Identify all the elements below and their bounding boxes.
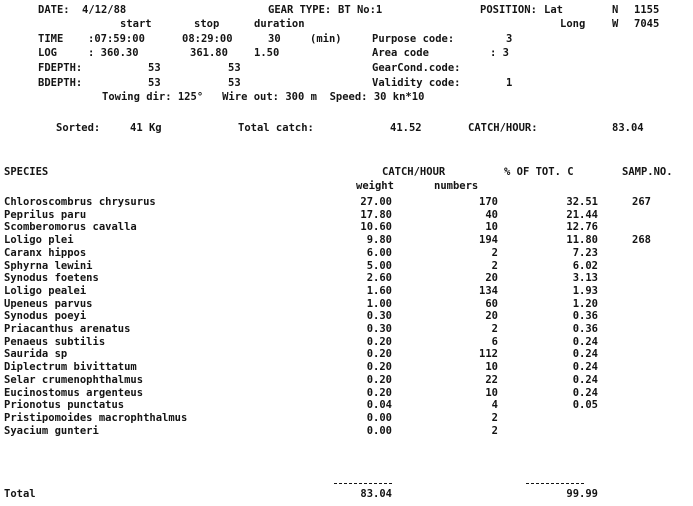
lat-label: Lat (544, 4, 563, 16)
species-name: Saurida sp (4, 348, 68, 361)
numbers-cell: 4 (491, 399, 498, 412)
catch-hour-label: CATCH/HOUR: (468, 122, 538, 134)
date-label: DATE: (38, 4, 70, 16)
species-name: Penaeus subtilis (4, 335, 106, 348)
start-label: start (120, 18, 152, 30)
weight-cell: 0.30 (366, 323, 392, 335)
weight-total-rule (334, 483, 392, 484)
species-header: SPECIES (4, 166, 49, 178)
numbers-cell: 194 (479, 234, 498, 247)
species-name: Peprilus paru (4, 208, 87, 221)
stop-label: stop (194, 18, 220, 30)
species-name: Caranx hippos (4, 246, 87, 259)
gear-type-label: GEAR TYPE: (268, 4, 332, 16)
pct-cell: 0.36 (572, 323, 598, 335)
bdepth-stop: 53 (228, 77, 241, 89)
long-hemisphere: W (612, 18, 619, 30)
species-name: Priacanthus arenatus (4, 323, 131, 335)
species-name: Diplectrum bivittatum (4, 361, 137, 374)
position-label: POSITION: (480, 4, 537, 16)
species-name: Selar crumenophthalmus (4, 373, 144, 386)
species-name: Sphyrna lewini (4, 259, 93, 272)
numbers-cell: 10 (485, 386, 498, 399)
sorted-value: 41 Kg (130, 122, 162, 134)
numbers-cell: 20 (485, 272, 498, 285)
log-duration: 1.50 (254, 47, 280, 59)
pct-cell: 0.24 (572, 348, 598, 361)
pct-cell: 0.36 (572, 310, 598, 323)
pct-cell: 6.02 (572, 259, 598, 272)
fdepth-stop: 53 (228, 62, 241, 74)
sorted-label: Sorted: (56, 122, 101, 134)
purpose-code-value: 3 (506, 33, 513, 45)
weight-cell: 2.60 (366, 272, 392, 285)
weight-cell: 0.30 (366, 310, 392, 323)
species-name: Loligo plei (4, 234, 74, 247)
pct-cell: 11.80 (566, 234, 598, 247)
weight-cell: 0.00 (366, 424, 392, 437)
towing-line: Towing dir: 125° Wire out: 300 m Speed: 30 kn*10 (102, 91, 425, 103)
numbers-cell: 2 (491, 246, 498, 259)
time-duration: 30 (268, 33, 281, 45)
validity-code-value: 1 (506, 77, 513, 89)
fdepth-start: 53 (148, 62, 161, 74)
date-value: 4/12/88 (82, 4, 127, 16)
species-name: Loligo pealei (4, 284, 87, 297)
catch-hour-header: CATCH/HOUR (382, 166, 446, 178)
weight-cell: 0.20 (366, 348, 392, 361)
weight-cell: 17.80 (360, 208, 392, 221)
numbers-cell: 2 (491, 424, 498, 437)
weight-cell: 27.00 (360, 196, 392, 208)
pct-cell: 0.24 (572, 335, 598, 348)
pct-cell: 3.13 (572, 272, 598, 285)
weight-cell: 0.20 (366, 361, 392, 374)
pct-cell: 0.05 (572, 399, 598, 412)
numbers-cell: 60 (485, 297, 498, 310)
time-unit: (min) (310, 33, 342, 45)
species-name: Synodus foetens (4, 272, 99, 285)
log-label: LOG (38, 47, 57, 59)
species-name: Prionotus punctatus (4, 399, 125, 412)
numbers-cell: 40 (485, 208, 498, 221)
weight-cell: 10.60 (360, 221, 392, 234)
species-name: Eucinostomus argenteus (4, 386, 144, 399)
bdepth-start: 53 (148, 77, 161, 89)
species-name: Upeneus parvus (4, 297, 93, 310)
fdepth-label: FDEPTH: (38, 62, 83, 74)
time-label: TIME (38, 33, 64, 45)
species-name: Syacium gunteri (4, 424, 99, 437)
pct-cell: 1.20 (572, 297, 598, 310)
log-start: : 360.30 (88, 47, 139, 59)
numbers-cell: 10 (485, 361, 498, 374)
species-name: Scomberomorus cavalla (4, 221, 137, 234)
catch-hour-value: 83.04 (612, 122, 644, 134)
numbers-cell: 2 (491, 259, 498, 272)
time-start: :07:59:00 (88, 33, 145, 45)
total-label: Total (4, 488, 36, 500)
weight-cell: 0.20 (366, 373, 392, 386)
gearcond-code-label: GearCond.code: (372, 62, 461, 74)
pct-cell: 32.51 (566, 196, 598, 208)
long-value: 7045 (634, 18, 660, 30)
pct-cell: 1.93 (572, 284, 598, 297)
total-pct: 99.99 (566, 488, 598, 500)
time-stop: 08:29:00 (182, 33, 233, 45)
numbers-cell: 6 (491, 335, 498, 348)
area-code-value: : 3 (490, 47, 509, 59)
pct-cell: 0.24 (572, 373, 598, 386)
pct-header: % OF TOT. C (504, 166, 574, 178)
weight-cell: 0.20 (366, 335, 392, 348)
weight-cell: 9.80 (366, 234, 392, 247)
gear-type-value: BT No:1 (338, 4, 383, 16)
numbers-header: numbers (434, 180, 479, 192)
log-stop: 361.80 (190, 47, 228, 59)
species-name: Pristipomoides macrophthalmus (4, 411, 188, 424)
validity-code-label: Validity code: (372, 77, 461, 89)
weight-cell: 6.00 (366, 246, 392, 259)
duration-label: duration (254, 18, 305, 30)
numbers-cell: 134 (479, 284, 498, 297)
weight-cell: 1.00 (366, 297, 392, 310)
numbers-cell: 170 (479, 196, 498, 208)
pct-cell: 0.24 (572, 386, 598, 399)
samp-no-header: SAMP.NO. (622, 166, 673, 178)
numbers-cell: 2 (491, 323, 498, 335)
numbers-cell: 10 (485, 221, 498, 234)
weight-cell: 1.60 (366, 284, 392, 297)
lat-hemisphere: N (612, 4, 619, 16)
pct-cell: 7.23 (572, 246, 598, 259)
lat-value: 1155 (634, 4, 660, 16)
species-name: Chloroscombrus chrysurus (4, 196, 156, 208)
pct-total-rule (526, 483, 584, 484)
samp-no-cell: 267 (632, 196, 651, 208)
long-label: Long (560, 18, 586, 30)
species-name: Synodus poeyi (4, 310, 87, 323)
numbers-cell: 20 (485, 310, 498, 323)
weight-cell: 0.20 (366, 386, 392, 399)
numbers-cell: 22 (485, 373, 498, 386)
pct-cell: 21.44 (566, 208, 598, 221)
bdepth-label: BDEPTH: (38, 77, 83, 89)
samp-no-cell: 268 (632, 234, 651, 247)
total-weight: 83.04 (360, 488, 392, 500)
total-catch-label: Total catch: (238, 122, 314, 134)
weight-cell: 0.04 (366, 399, 392, 412)
weight-cell: 0.00 (366, 411, 392, 424)
weight-cell: 5.00 (366, 259, 392, 272)
numbers-cell: 2 (491, 411, 498, 424)
purpose-code-label: Purpose code: (372, 33, 455, 45)
total-catch-value: 41.52 (390, 122, 422, 134)
numbers-cell: 112 (479, 348, 498, 361)
pct-cell: 0.24 (572, 361, 598, 374)
weight-header: weight (356, 180, 394, 192)
area-code-label: Area code (372, 47, 429, 59)
pct-cell: 12.76 (566, 221, 598, 234)
